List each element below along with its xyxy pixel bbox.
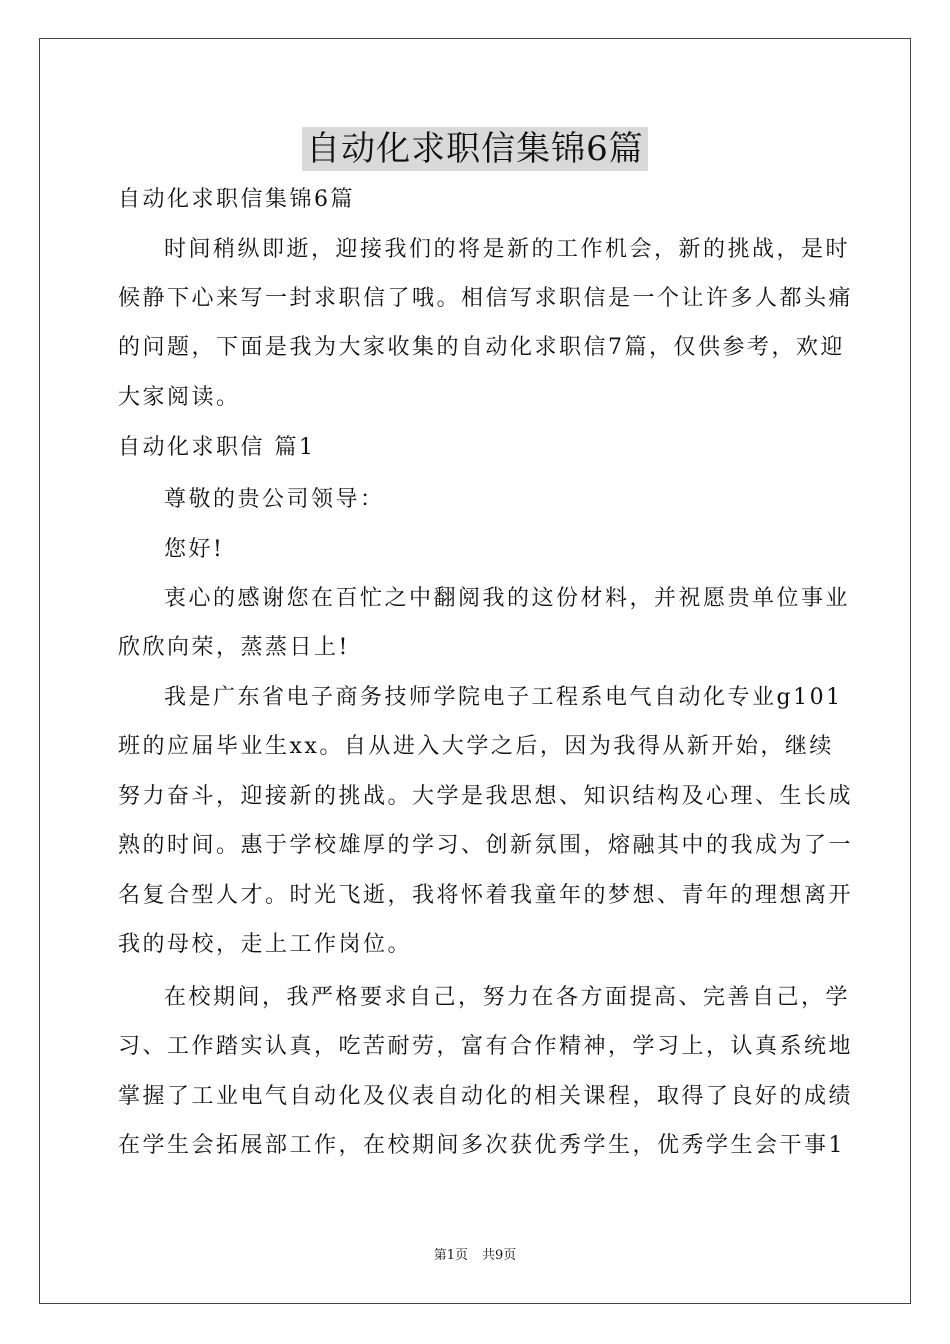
document-subtitle: 自动化求职信集锦6篇 (118, 187, 355, 212)
paragraph-line: 熟的时间。惠于学校雄厚的学习、创新氛围，熔融其中的我成为了一 (118, 833, 854, 858)
paragraph-line: 习、工作踏实认真，吃苦耐劳，富有合作精神，学习上，认真系统地 (118, 1034, 854, 1059)
paragraph-line: 衷心的感谢您在百忙之中翻阅我的这份材料，并祝愿贵单位事业 (164, 586, 851, 611)
section-heading: 自动化求职信 篇1 (118, 435, 316, 460)
intro-line: 的问题，下面是我为大家收集的自动化求职信7篇，仅供参考，欢迎 (118, 335, 845, 360)
intro-line: 大家阅读。 (118, 385, 241, 410)
intro-line: 时间稍纵即逝，迎接我们的将是新的工作机会，新的挑战，是时 (164, 237, 851, 262)
document-title-text: 自动化求职信集锦6篇 (302, 127, 648, 171)
document-title (0, 127, 950, 173)
paragraph-line: 努力奋斗，迎接新的挑战。大学是我思想、知识结构及心理、生长成 (118, 784, 854, 809)
intro-line: 候静下心来写一封求职信了哦。相信写求职信是一个让许多人都头痛 (118, 286, 854, 311)
paragraph-line: 在校期间，我严格要求自己，努力在各方面提高、完善自己，学 (164, 985, 851, 1010)
paragraph-line: 我的母校，走上工作岗位。 (118, 932, 413, 957)
salutation: 尊敬的贵公司领导： (164, 487, 385, 512)
paragraph-line: 班的应届毕业生xx。自从进入大学之后，因为我得从新开始，继续 (118, 734, 834, 759)
page-total: 共9页 (482, 1248, 517, 1263)
paragraph-line: 我是广东省电子商务技师学院电子工程系电气自动化专业g101 (164, 685, 843, 710)
paragraph-line: 欣欣向荣，蒸蒸日上! (118, 635, 350, 660)
paragraph-line: 名复合型人才。时光飞逝，我将怀着我童年的梦想、青年的理想离开 (118, 883, 854, 908)
page-number: 第1页 (433, 1248, 468, 1263)
page-footer (0, 1247, 950, 1265)
greeting: 您好! (164, 537, 225, 562)
paragraph-line: 掌握了工业电气自动化及仪表自动化的相关课程，取得了良好的成绩 (118, 1084, 854, 1109)
page-border (39, 38, 911, 1304)
paragraph-line: 在学生会拓展部工作，在校期间多次获优秀学生，优秀学生会干事1 (118, 1133, 845, 1158)
